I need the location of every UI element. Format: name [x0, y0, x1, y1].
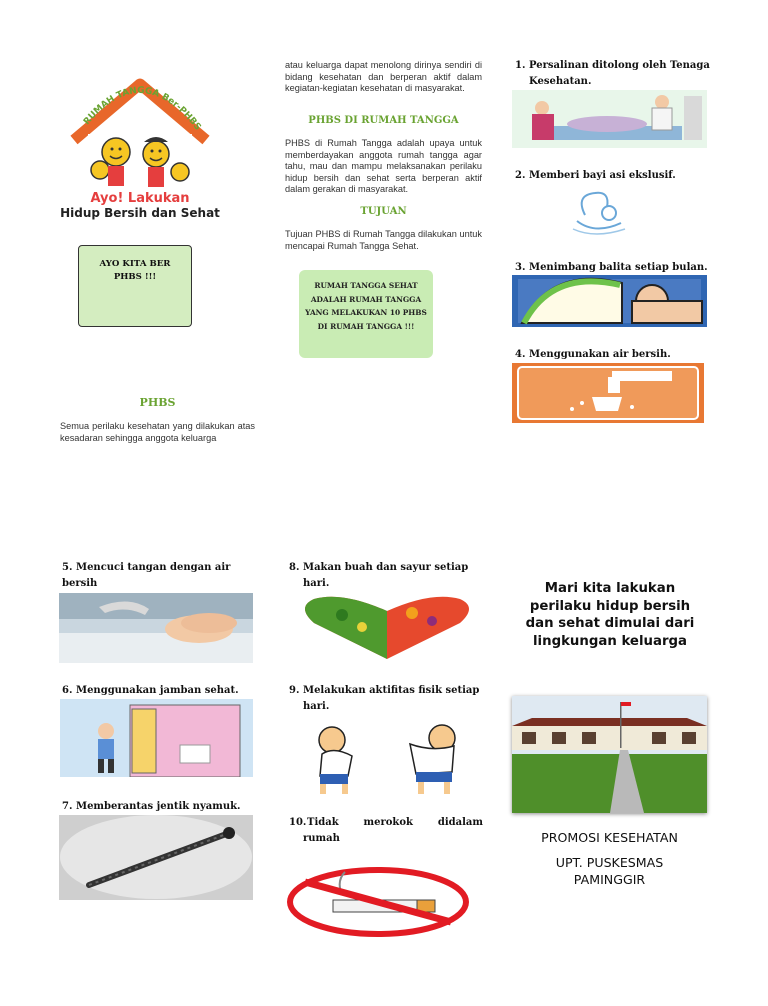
house-family-logo-icon — [60, 62, 220, 222]
callout-ayo-line1: AYO KITA BER — [99, 259, 171, 269]
callout-ayo-line2: PHBS !!! — [113, 272, 157, 282]
phbs-logo — [60, 62, 220, 222]
logo-line1: Ayo! Lakukan — [90, 191, 190, 206]
item-3: 3. Menimbang balita setiap bulan. — [515, 262, 708, 273]
item-8: 8. Makan buah dan sayur setiap hari. — [289, 562, 469, 589]
item-4: 4. Menggunakan air bersih. — [515, 349, 671, 360]
phbs-definition: Semua perilaku kesehatan yang dilakukan atas kesadaran sehingga anggota keluarga — [60, 421, 255, 443]
physical-activity-image — [292, 716, 482, 796]
fruit-vegetable-heart-image — [292, 593, 482, 661]
item-2: 2. Memberi bayi asi ekslusif. — [515, 170, 676, 181]
puskesmas-building-photo — [512, 696, 707, 813]
tujuan-heading: TUJUAN — [360, 206, 407, 217]
callout-mid-line2: ADALAH RUMAH TANGGA — [310, 294, 422, 304]
item-9: 9. Melakukan aktifitas fisik setiap hari. — [289, 685, 480, 712]
footer-line3: PAMINGGIR — [573, 872, 646, 887]
callout-mid-line3: YANG MELAKUKAN 10 PHBS — [305, 308, 427, 317]
footer-text — [512, 830, 707, 888]
item-10: 10.Tidak merokok didalam rumah — [289, 817, 483, 844]
handwashing-image — [59, 593, 253, 663]
tujuan-text: Tujuan PHBS di Rumah Tangga dilakukan untuk mencapai Rumah Tangga Sehat. — [285, 229, 482, 251]
callout-mid-line4: DI RUMAH TANGGA !!! — [317, 321, 415, 331]
weighing-baby-image — [512, 275, 707, 327]
childbirth-image — [512, 90, 707, 148]
footer-line2: UPT. PUSKESMAS — [555, 855, 664, 870]
col2-intro: atau keluarga dapat menolong dirinya sendiri di bidang kesehatan dan berperan aktif dalam kegiatan-kegiatan kesehatan di masyarakat. — [285, 60, 482, 93]
clean-water-tap-image — [512, 363, 704, 423]
item-6: 6. Menggunakan jamban sehat. — [62, 685, 239, 696]
callout-rumah-sehat — [299, 270, 433, 358]
toilet-image — [60, 699, 253, 777]
no-smoking-icon — [285, 866, 472, 938]
slogan-text: Mari kita lakukan perilaku hidup bersih dan sehat dimulai dari lingkungan keluarga — [525, 581, 695, 649]
mosquito-larva-image — [59, 815, 253, 900]
phbs-heading: PHBS — [139, 396, 176, 409]
callout-ayo — [78, 245, 192, 327]
item-5: 5. Mencuci tangan dengan air bersih — [62, 562, 231, 589]
rumah-heading: PHBS DI RUMAH TANGGA — [308, 115, 459, 126]
logo-arc-text: RUMAH TANGGA Ber-PHBS — [82, 85, 203, 133]
logo-line2: Hidup Bersih dan Sehat — [60, 206, 220, 220]
item-1: 1. Persalinan ditolong oleh Tenaga Kesehatan. — [515, 60, 710, 87]
item-7: 7. Memberantas jentik nyamuk. — [62, 801, 241, 812]
callout-mid-line1: RUMAH TANGGA SEHAT — [314, 281, 418, 290]
breastfeeding-icon — [565, 185, 635, 237]
rumah-text: PHBS di Rumah Tangga adalah upaya untuk memberdayakan anggota rumah tangga agar tahu, mau dan mampu melaksanakan perilaku hidup bersih dan sehat serta berperan aktif dalam gerakan di masyarakat. — [285, 138, 482, 194]
footer-line1: PROMOSI KESEHATAN — [541, 830, 678, 845]
slogan-box — [525, 580, 695, 677]
